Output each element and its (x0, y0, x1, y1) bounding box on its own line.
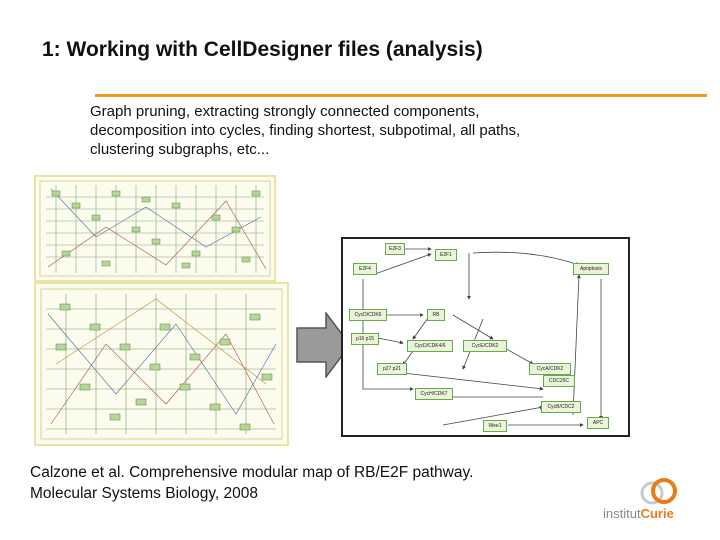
node-e2f1: E2F1 (435, 249, 457, 261)
logo-word-brand: Curie (640, 506, 674, 521)
intro-line: clustering subgraphs, etc... (90, 141, 270, 158)
citation (30, 462, 473, 504)
node-cdc25c: CDC25C (543, 375, 575, 387)
node-cych-cdk7: CycH/CDK7 (415, 388, 453, 400)
node-cycd-cdk6: CycD/CDK6 (349, 309, 387, 321)
citation-line: Calzone et al. Comprehensive modular map of RB/E2F pathway. (30, 464, 474, 481)
node-p16-p15: p16 p15 (351, 333, 379, 345)
node-wee1: Wee1 (483, 420, 507, 432)
institut-curie-logo (600, 476, 710, 526)
node-apc: APC (587, 417, 609, 429)
network-map-thumbnail-bottom (34, 282, 289, 446)
rb-e2f-pathway-diagram (341, 237, 630, 437)
intro-line: Graph pruning, extracting strongly connected components, (90, 103, 480, 120)
network-map-image-bottom (36, 284, 287, 444)
node-rb: RB (427, 309, 445, 321)
node-e2f4: E2F4 (353, 263, 377, 275)
logo-wordmark (603, 506, 674, 521)
citation-line: Molecular Systems Biology, 2008 (30, 485, 259, 502)
title-divider (95, 94, 707, 97)
node-cycb-cdc2: CycB/CDC2 (541, 401, 581, 413)
intro-line: decomposition into cycles, finding shortest, subpotimal, all paths, (90, 122, 521, 139)
node-apoptosis: Apoptosis (573, 263, 609, 275)
node-cycd-cdk46: CycD/CDK4/6 (407, 340, 453, 352)
logo-rings-icon (600, 476, 710, 508)
intro-text (90, 102, 690, 159)
node-p27-p21: p27 p21 (377, 363, 407, 375)
node-cyca-cdk2: CycA/CDK2 (529, 363, 571, 375)
slide-title: 1: Working with CellDesigner files (analysis) (42, 38, 483, 61)
network-map-thumbnail-top (34, 175, 276, 282)
network-map-image-top (36, 177, 274, 280)
node-e2f3: E2F3 (385, 243, 405, 255)
logo-word-plain: institut (603, 506, 641, 521)
node-cyce-cdk2: CycE/CDK2 (463, 340, 507, 352)
